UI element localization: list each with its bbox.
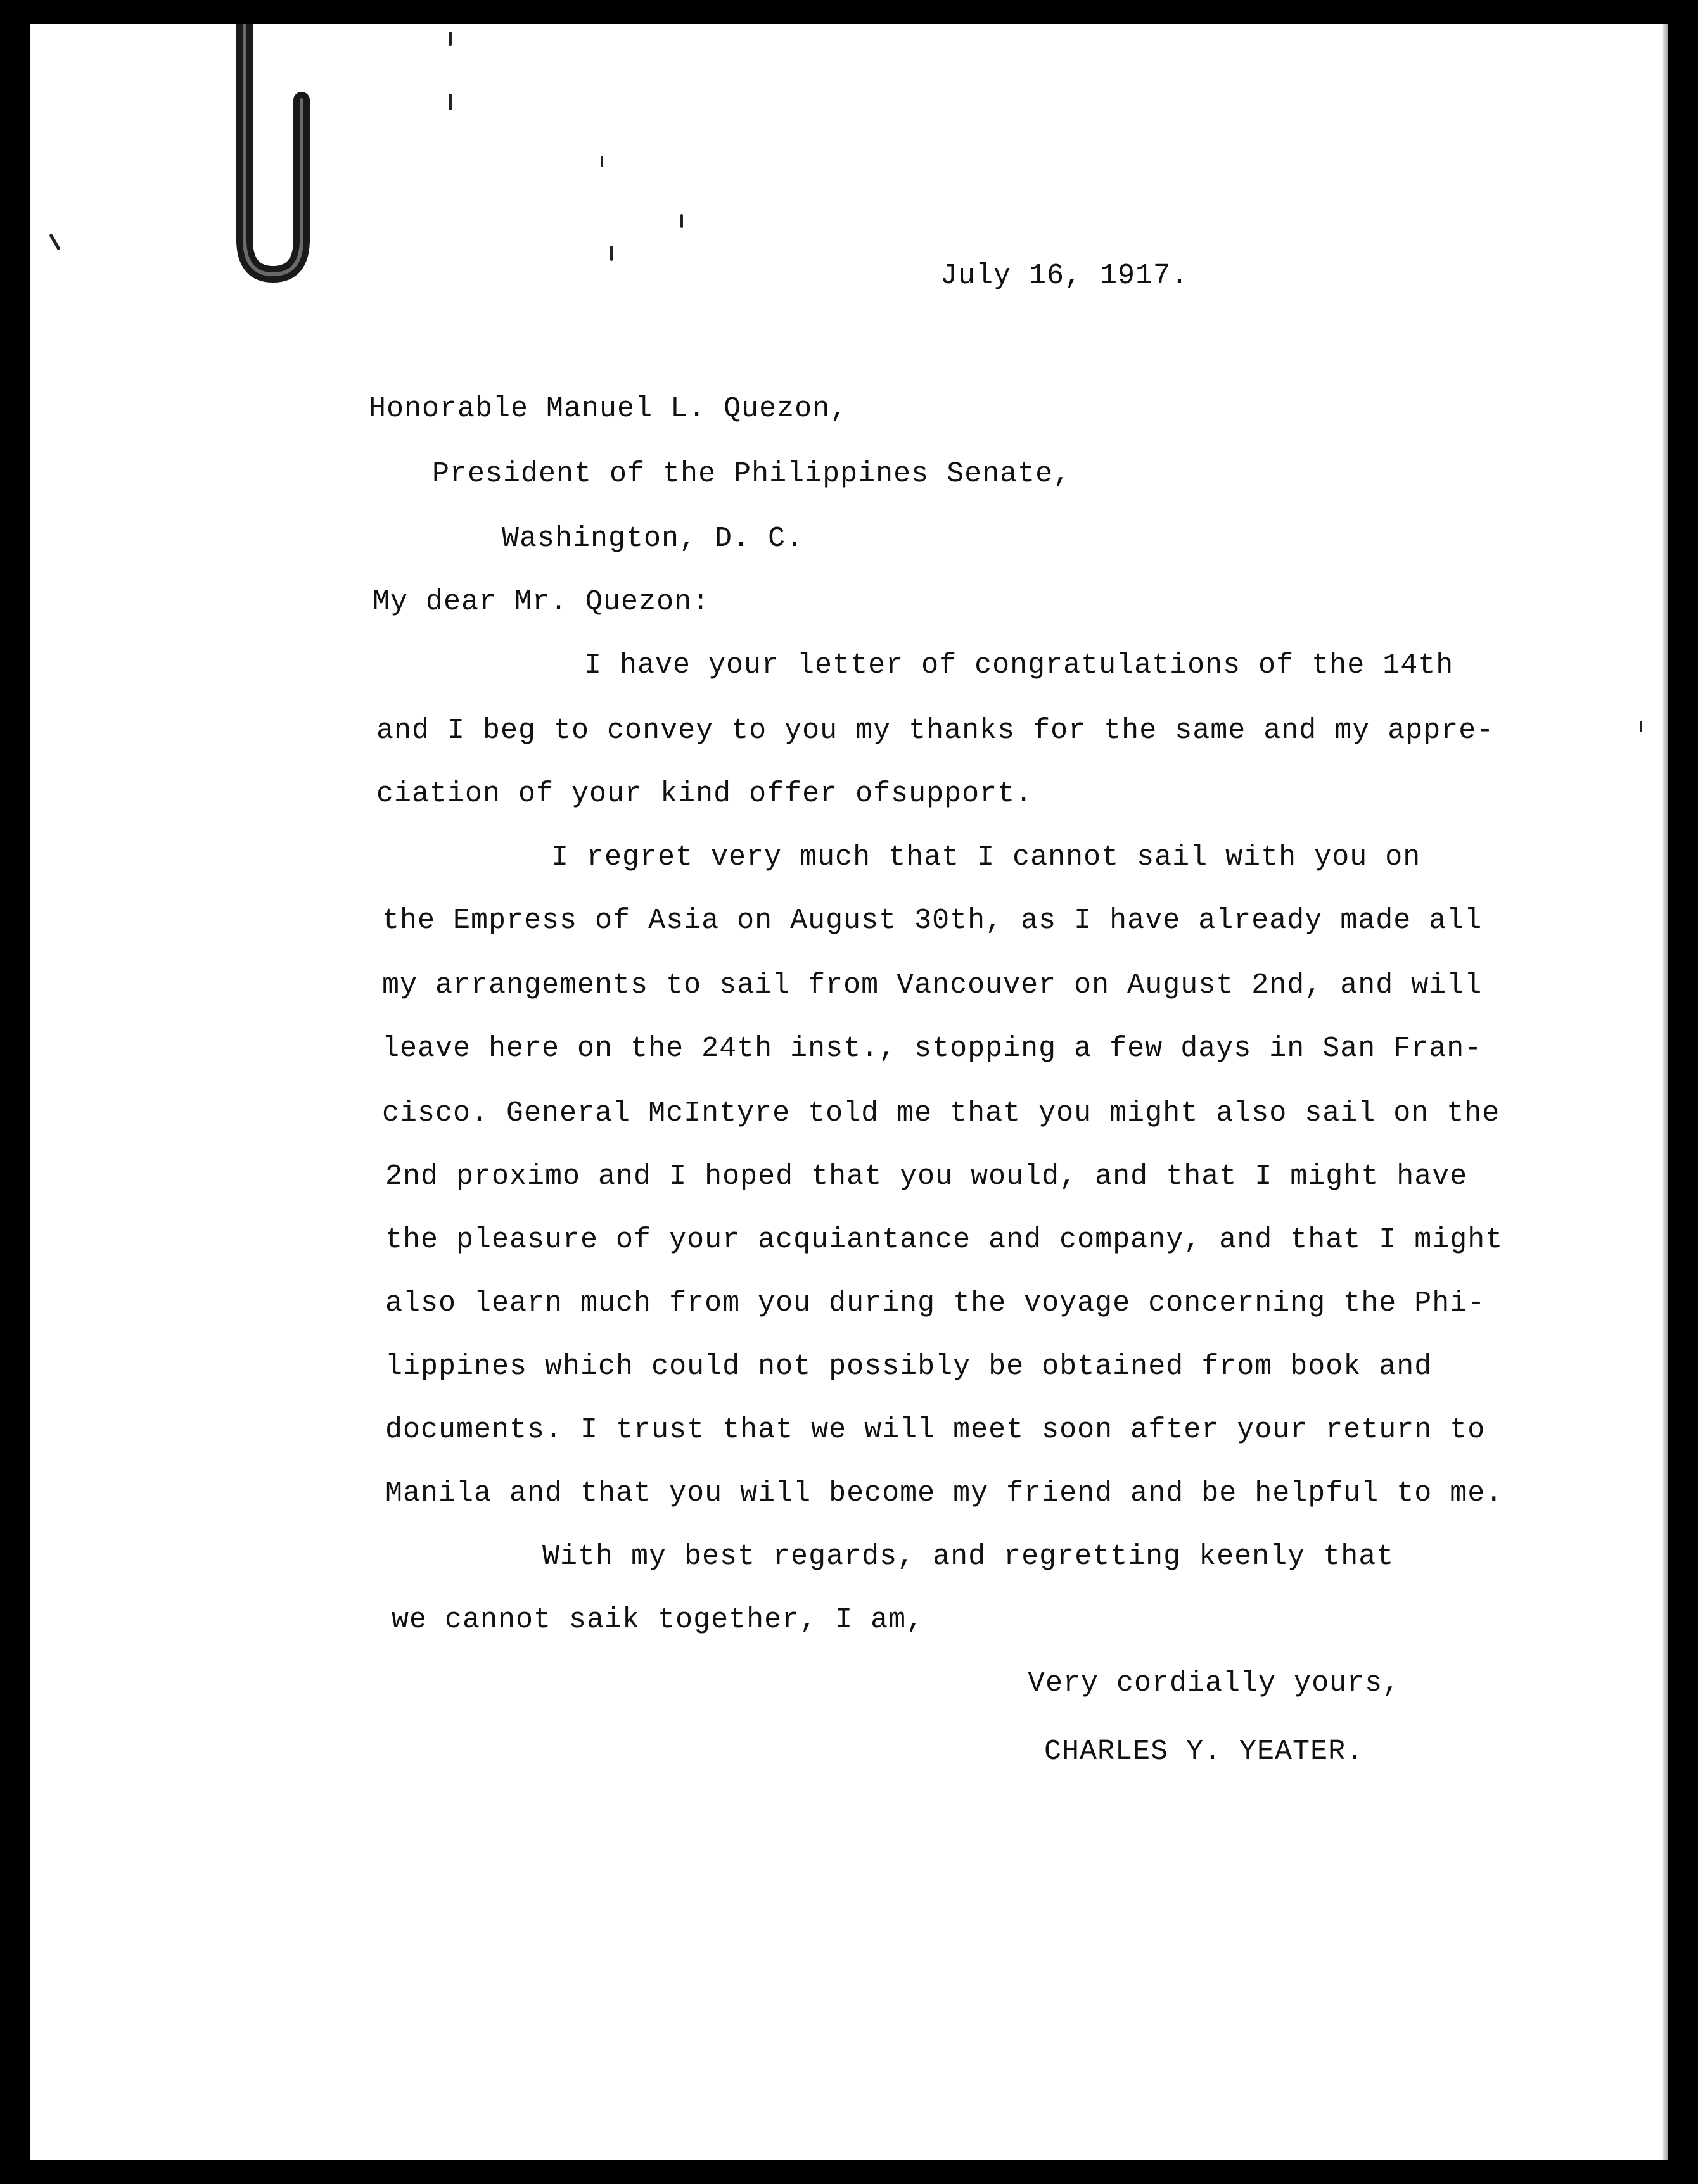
address-city: Washington, D. C. <box>502 523 804 555</box>
body-line: the pleasure of your acquiantance and company, and that I might <box>385 1224 1503 1256</box>
body-line: the Empress of Asia on August 30th, as I have already made all <box>382 905 1483 937</box>
body-line: we cannot saik together, I am, <box>392 1604 924 1636</box>
letter-page <box>30 24 1668 2160</box>
body-line: documents. I trust that we will meet soon after your return to <box>385 1414 1486 1446</box>
body-line: 2nd proximo and I hoped that you would, and that I might have <box>385 1160 1468 1193</box>
body-line: leave here on the 24th inst., stopping a few days in San Fran- <box>382 1032 1483 1065</box>
closing: Very cordially yours, <box>1028 1667 1401 1699</box>
ink-speck <box>449 94 452 110</box>
body-line: also learn much from you during the voyage concerning the Phi- <box>385 1287 1486 1319</box>
body-line: With my best regards, and regretting keenly that <box>542 1540 1395 1573</box>
body-line: cisco. General McIntyre told me that you might also sail on the <box>382 1097 1500 1129</box>
page-edge-shadow <box>1661 24 1668 2160</box>
address-name: Honorable Manuel L. Quezon, <box>369 393 848 425</box>
body-line: I have your letter of congratulations of the 14th <box>584 649 1454 682</box>
ink-speck <box>601 156 603 167</box>
body-line: and I beg to convey to you my thanks for the same and my appre- <box>376 714 1495 747</box>
ink-speck <box>49 234 60 251</box>
body-line: I regret very much that I cannot sail with you on <box>551 841 1421 873</box>
ink-speck <box>1640 721 1642 732</box>
ink-speck <box>610 246 613 261</box>
body-line: Manila and that you will become my friend and be helpful to me. <box>385 1477 1503 1509</box>
signature-name: CHARLES Y. YEATER. <box>1044 1736 1364 1768</box>
address-title: President of the Philippines Senate, <box>432 458 1071 490</box>
paperclip-icon <box>207 24 340 290</box>
body-line: lippines which could not possibly be obtained from book and <box>385 1350 1433 1383</box>
ink-speck <box>680 214 683 228</box>
body-line: my arrangements to sail from Vancouver on August 2nd, and will <box>382 969 1483 1001</box>
ink-speck <box>449 32 452 46</box>
letter-date: July 16, 1917. <box>940 260 1189 292</box>
salutation: My dear Mr. Quezon: <box>373 586 710 618</box>
body-line: ciation of your kind offer ofsupport. <box>376 778 1033 810</box>
